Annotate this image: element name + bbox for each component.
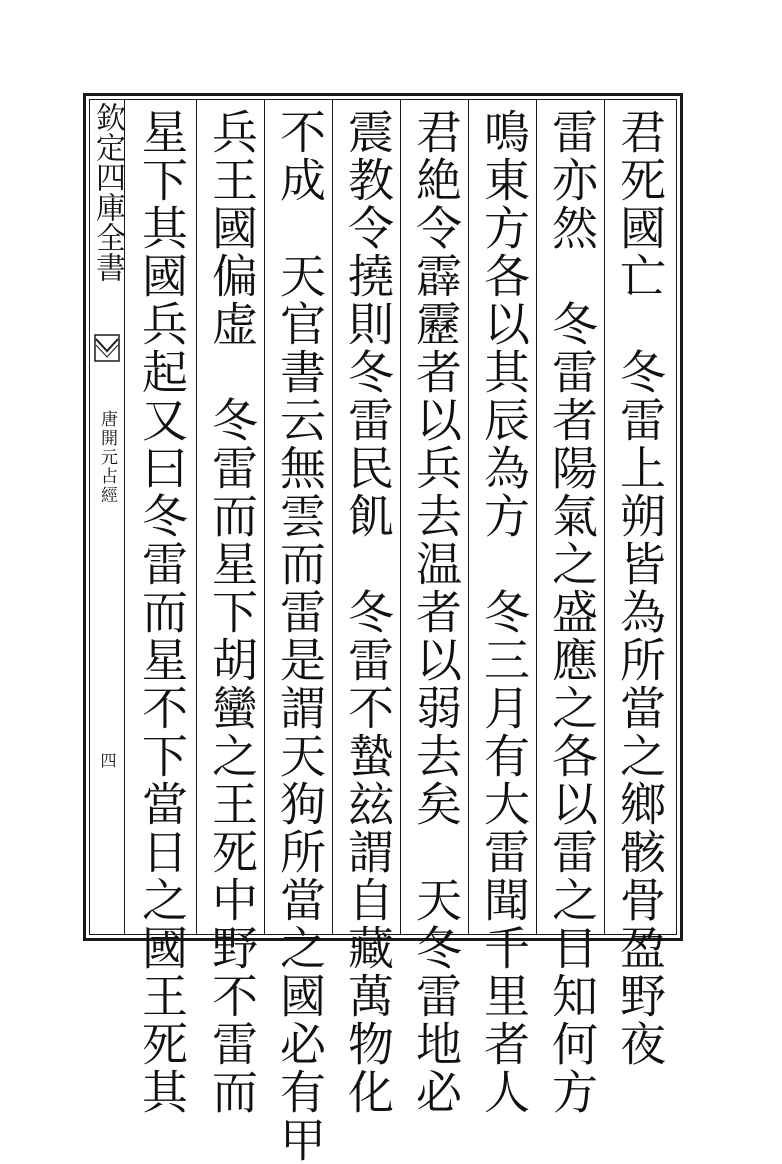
text-column-8: 星下其國兵起又曰冬雷而星不下當日之國王死其: [135, 108, 189, 1116]
text-column-2: 雷亦然 冬雷者陽氣之盛應之各以雷之日知何方: [545, 108, 599, 1116]
collection-title: 欽定四庫全書: [90, 102, 125, 282]
column-rule: [604, 99, 605, 935]
text-column-4: 君絶令霹靂者以兵去温者以弱去矣 天冬雷地必: [409, 108, 463, 1116]
book-title: 唐開元占經: [97, 410, 117, 505]
column-rule: [196, 99, 197, 935]
column-rule: [468, 99, 469, 935]
text-column-3: 鳴東方各以其辰為方 冬三月有大雷聞千里者人: [477, 108, 531, 1116]
text-column-5: 震教令撓則冬雷民飢 冬雷不蟄玆謂自藏萬物化: [341, 108, 395, 1116]
fishtail-mark-icon: [93, 333, 121, 363]
column-rule: [332, 99, 333, 935]
column-rule: [536, 99, 537, 935]
text-column-7: 兵王國偏虚 冬雷而星下胡蠻之王死中野不雷而: [205, 108, 259, 1116]
text-column-1: 君死國亡 冬雷上朔皆為所當之鄉骸骨盈野夜: [613, 108, 667, 1068]
page-number: 四: [98, 752, 117, 768]
text-column-6: 不成 天官書云無雲而雷是謂天狗所當之國必有甲: [273, 108, 327, 1164]
column-rule: [264, 99, 265, 935]
column-rule: [400, 99, 401, 935]
